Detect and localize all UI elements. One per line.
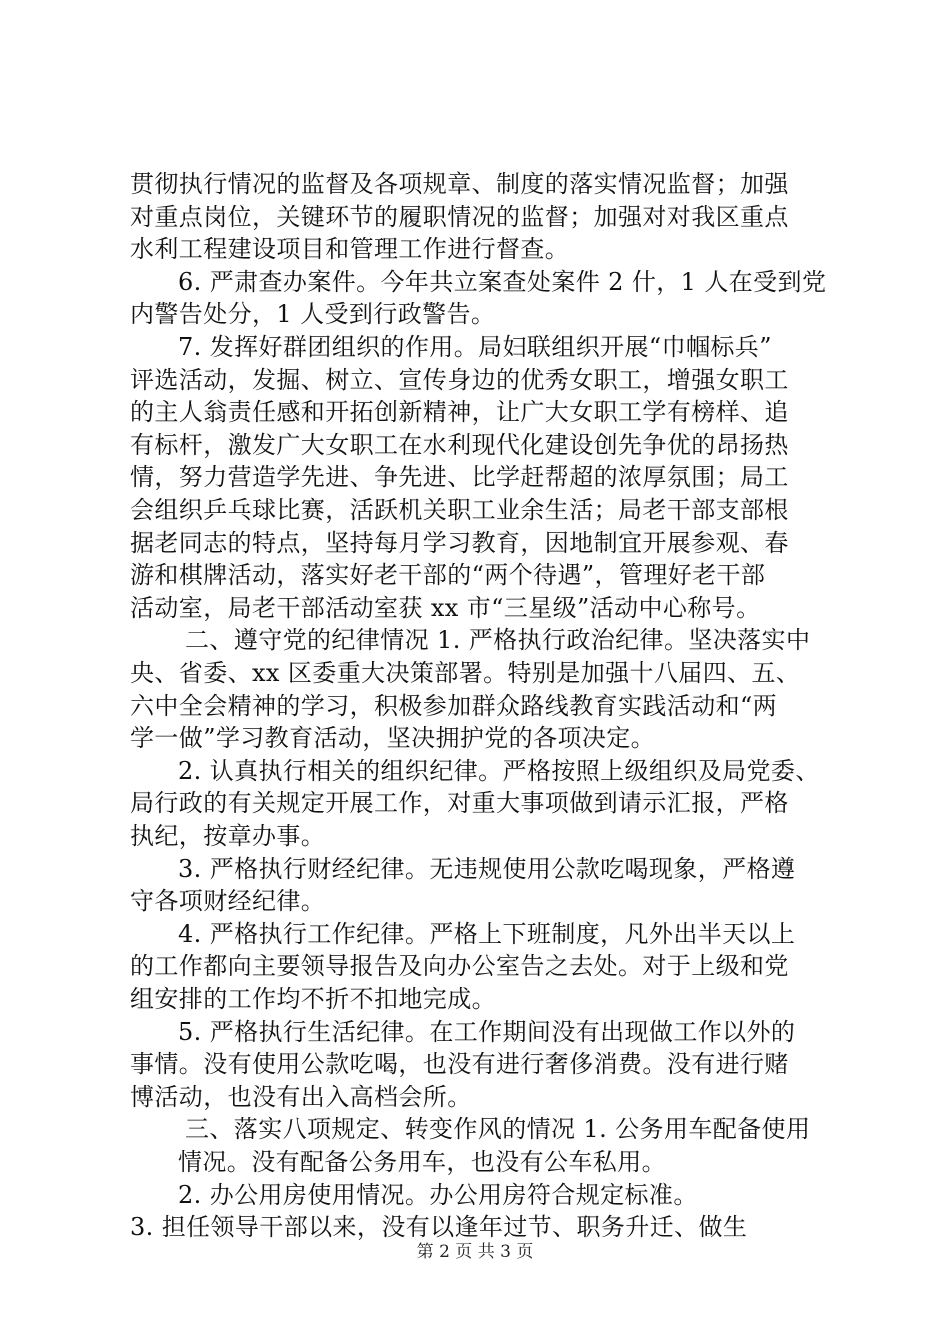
text-line-20: 局行政的有关规定开展工作，对重大事项做到请示汇报，严格 (130, 789, 789, 818)
text-line-32: 2. 办公用房使用情况。办公用房符合规定标准。 (178, 1180, 698, 1209)
text-line-24: 4. 严格执行工作纪律。严格上下班制度，凡外出半天以上 (178, 919, 796, 948)
text-line-4: 6. 严肃查办案件。今年共立案查处案件 2 什，1 人在受到党 (178, 267, 827, 296)
text-line-12: 据老同志的特点，坚持每月学习教育，因地制宜开展参观、春 (130, 528, 789, 557)
text-line-15: 二、遵守党的纪律情况 1. 严格执行政治纪律。坚决落实中 (185, 626, 811, 655)
text-line-31: 情况。没有配备公务用车，也没有公车私用。 (178, 1148, 666, 1176)
text-line-30: 三、落实八项规定、转变作风的情况 1. 公务用车配备使用 (185, 1115, 811, 1144)
text-line-3: 水利工程建设项目和管理工作进行督查。 (130, 235, 570, 264)
text-line-5: 内警告处分，1 人受到行政警告。 (130, 300, 496, 329)
text-line-29: 博活动，也没有出入高档会所。 (130, 1082, 472, 1111)
text-line-19: 2. 认真执行相关的组织纪律。严格按照上级组织及局党委、 (178, 756, 820, 785)
text-line-22: 3. 严格执行财经纪律。无违规使用公款吃喝现象，严格遵 (178, 854, 796, 883)
text-line-10: 情，努力营造学先进、争先进、比学赶帮超的浓厚氛围；局工 (130, 463, 789, 492)
text-line-25: 的工作都向主要领导报告及向办公室告之去处。对于上级和党 (130, 952, 789, 981)
text-line-1: 贯彻执行情况的监督及各项规章、制度的落实情况监督；加强 (130, 170, 789, 198)
text-line-9: 有标杆，激发广大女职工在水利现代化建设创先争优的昂扬热 (130, 430, 789, 459)
text-line-27: 5. 严格执行生活纪律。在工作期间没有出现做工作以外的 (178, 1017, 796, 1046)
text-line-2: 对重点岗位，关键环节的履职情况的监督；加强对对我区重点 (130, 202, 789, 231)
text-line-14: 活动室，局老干部活动室获 xx 市“三星级”活动中心称号。 (130, 593, 761, 622)
text-line-8: 的主人翁责任感和开拓创新精神，让广大女职工学有榜样、追 (130, 398, 789, 427)
text-line-7: 评选活动，发掘、树立、宣传身边的优秀女职工，增强女职工 (130, 365, 789, 394)
text-line-21: 执纪，按章办事。 (130, 822, 326, 850)
text-line-26: 组安排的工作均不折不扣地完成。 (130, 985, 496, 1013)
text-line-28: 事情。没有使用公款吃喝，也没有进行奢侈消费。没有进行赌 (130, 1050, 789, 1079)
text-line-11: 会组织乒乓球比赛，活跃机关职工业余生活；局老干部支部根 (130, 496, 789, 524)
text-line-6: 7. 发挥好群团组织的作用。局妇联组织开展“巾帼标兵” (178, 333, 772, 361)
text-line-13: 游和棋牌活动，落实好老干部的“两个待遇”，管理好老干部 (130, 561, 766, 590)
text-line-33: 3. 担任领导干部以来，没有以逢年过节、职务升迁、做生 (130, 1213, 748, 1242)
page-footer: 第 2 页 共 3 页 (416, 1242, 534, 1262)
text-line-17: 六中全会精神的学习，积极参加群众路线教育实践活动和“两 (130, 691, 778, 720)
text-line-23: 守各项财经纪律。 (130, 887, 326, 916)
text-line-16: 央、省委、xx 区委重大决策部署。特别是加强十八届四、五、 (130, 659, 801, 687)
text-line-18: 学一做”学习教育活动，坚决拥护党的各项决定。 (130, 724, 656, 753)
